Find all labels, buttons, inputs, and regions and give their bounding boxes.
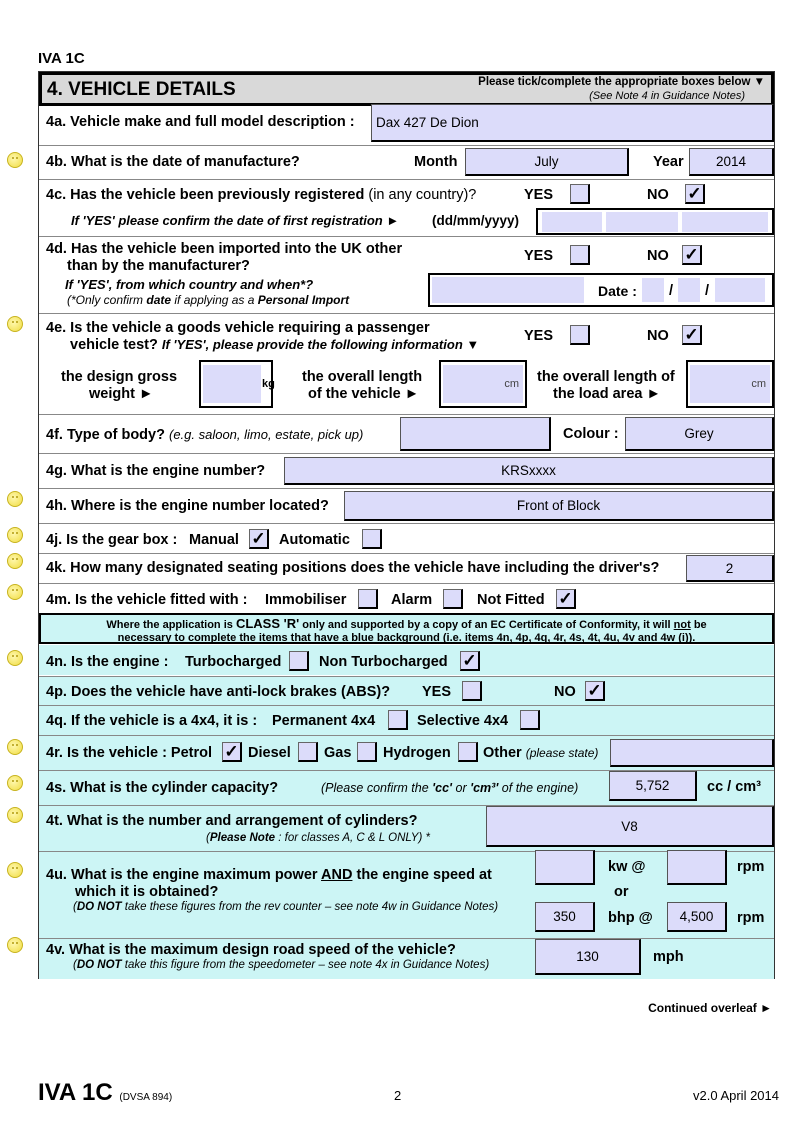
first-reg-year-field[interactable] [682,212,768,232]
permanent-4x4-label: Permanent 4x4 [272,713,376,729]
year-field[interactable]: 2014 [689,148,774,176]
gas-label: Gas [324,745,352,761]
vehicle-length-frame [439,360,527,408]
help-icon[interactable] [7,316,23,332]
no-label: NO [647,248,669,264]
first-reg-day-field[interactable] [542,212,602,232]
gross-weight-frame [199,360,273,408]
kw-at-label: kw @ [608,859,646,875]
previously-registered-no-checkbox[interactable] [685,184,705,204]
continued-overleaf: Continued overleaf ► [648,1001,772,1015]
diesel-checkbox[interactable] [298,742,318,762]
question-4c: 4c. Has the vehicle been previously registered (in any country)? [46,187,477,203]
vehicle-details-form [38,71,775,979]
help-icon[interactable] [7,739,23,755]
automatic-gearbox-checkbox[interactable] [362,529,382,549]
row-4j [39,523,774,553]
row-4p [39,676,774,705]
section-header [39,72,774,106]
speed-note: (DO NOT take this figure from the speedometer – see note 4x in Guidance Notes) [73,959,490,971]
cm-unit: cm [751,378,766,390]
help-icon[interactable] [7,650,23,666]
question-4h: 4h. Where is the engine number located? [46,498,329,514]
cylinders-field[interactable]: V8 [486,806,774,847]
make-model-field[interactable]: Dax 427 De Dion [371,104,774,142]
import-note: (*Only confirm date if applying as a Personal Import [67,293,350,307]
permanent-4x4-checkbox[interactable] [388,710,408,730]
row-4f [39,414,774,453]
date-format-label: (dd/mm/yyyy) [432,213,520,228]
power-note: (DO NOT take these figures from the rev counter – see note 4w in Guidance Notes) [73,901,499,913]
help-icon[interactable] [7,862,23,878]
section-instruction: Please tick/complete the appropriate boxes below ▼ [478,76,765,88]
no-label: NO [647,187,669,203]
gross-weight-label-2: weight ► [89,386,154,402]
row-4u [39,851,774,938]
bhp-field[interactable]: 350 [535,902,595,932]
date-separator: / [705,283,710,299]
rpm-label: rpm [737,910,765,926]
kw-rpm-field[interactable] [667,850,727,885]
question-4k: 4k. How many designated seating positions does the vehicle have including the driver's? [46,560,660,576]
not-fitted-label: Not Fitted [477,592,545,608]
or-label: or [614,884,629,900]
rpm-label: rpm [737,859,765,875]
row-4e [39,313,774,414]
import-month-field[interactable] [678,278,700,302]
abs-no-checkbox[interactable] [585,681,605,701]
import-country-field[interactable] [432,277,584,303]
bhp-rpm-field[interactable]: 4,500 [667,902,727,932]
gas-checkbox[interactable] [357,742,377,762]
question-4s: 4s. What is the cylinder capacity? [46,780,279,796]
question-4b: 4b. What is the date of manufacture? [46,154,300,170]
help-icon[interactable] [7,937,23,953]
cylinder-capacity-hint: (Please confirm the 'cc' or 'cm³' of the engine) [321,781,579,795]
no-label: NO [554,684,576,700]
row-4q [39,705,774,735]
first-registration-prompt: If 'YES' please confirm the date of first registration ► [71,213,400,228]
row-4s [39,770,774,805]
row-4n [39,645,774,675]
question-4q: 4q. If the vehicle is a 4x4, it is : [46,713,258,729]
import-country-prompt: If 'YES', from which country and when*? [65,277,314,292]
row-4a [39,104,774,144]
petrol-checkbox[interactable] [222,742,242,762]
yes-label: YES [422,684,452,700]
first-registration-date-frame [536,208,774,235]
selective-4x4-label: Selective 4x4 [417,713,509,729]
seating-positions-field[interactable]: 2 [686,555,774,582]
kg-unit: kg [262,378,275,390]
import-date-label: Date : [598,283,637,299]
hydrogen-checkbox[interactable] [458,742,478,762]
question-4d-line1: 4d. Has the vehicle been imported into the UK other [46,241,403,257]
load-length-label-2: the load area ► [553,386,661,402]
imported-yes-checkbox[interactable] [570,245,590,265]
alarm-checkbox[interactable] [443,589,463,609]
month-label: Month [414,154,458,170]
goods-vehicle-yes-checkbox[interactable] [570,325,590,345]
section-title: 4. VEHICLE DETAILS [47,79,236,100]
capacity-unit: cc / cm³ [707,779,761,795]
engine-number-location-field[interactable]: Front of Block [344,491,774,521]
question-4e-line1: 4e. Is the vehicle a goods vehicle requiring a passenger [46,320,430,336]
question-4p: 4p. Does the vehicle have anti-lock brakes (ABS)? [46,684,391,700]
question-4g: 4g. What is the engine number? [46,463,266,479]
bhp-at-label: bhp @ [608,910,653,926]
cylinders-note: (Please Note : for classes A, C & L ONLY) * [206,832,430,844]
row-4t [39,805,774,851]
goods-vehicle-no-checkbox[interactable] [682,325,702,345]
cm-unit: cm [504,378,519,390]
manual-gearbox-checkbox[interactable] [249,529,269,549]
yes-label: YES [524,248,554,264]
load-length-frame [686,360,774,408]
selective-4x4-checkbox[interactable] [520,710,540,730]
automatic-label: Automatic [279,532,350,548]
import-year-field[interactable] [715,278,765,302]
vehicle-length-label: the overall length [302,369,423,385]
colour-field[interactable]: Grey [625,417,774,451]
immobiliser-label: Immobiliser [265,592,347,608]
question-4u-line1: 4u. What is the engine maximum power AND the engine speed at [46,867,492,883]
help-icon[interactable] [7,807,23,823]
form-version: v2.0 April 2014 [692,1088,779,1103]
non-turbocharged-label: Non Turbocharged [319,654,448,670]
row-4k [39,553,774,583]
cylinder-capacity-field[interactable]: 5,752 [609,771,697,801]
turbocharged-label: Turbocharged [185,654,282,670]
question-4n: 4n. Is the engine : [46,654,169,670]
mph-label: mph [653,949,684,965]
row-4c [39,179,774,236]
row-4v [39,938,774,979]
year-label: Year [653,154,684,170]
help-icon[interactable] [7,152,23,168]
hydrogen-label: Hydrogen [383,745,451,761]
kw-field[interactable] [535,850,595,885]
help-icon[interactable] [7,584,23,600]
section-note: (See Note 4 in Guidance Notes) [589,90,745,102]
vehicle-length-field[interactable] [443,365,523,403]
help-icon[interactable] [7,491,23,507]
no-label: NO [647,328,669,344]
row-4h [39,488,774,523]
question-4e-line2: vehicle test? If 'YES', please provide the following information ▼ [70,337,480,353]
immobiliser-checkbox[interactable] [358,589,378,609]
row-4b [39,145,774,179]
row-4m [39,583,774,614]
alarm-label: Alarm [391,592,433,608]
other-fuel-field[interactable] [610,739,774,767]
help-icon[interactable] [7,553,23,569]
question-4d-line2: than by the manufacturer? [67,258,250,274]
date-separator: / [669,283,674,299]
yes-label: YES [524,187,554,203]
row-4d [39,236,774,313]
question-4f: 4f. Type of body? (e.g. saloon, limo, estate, pick up) [46,427,364,443]
turbocharged-checkbox[interactable] [289,651,309,671]
gross-weight-field[interactable] [203,365,261,403]
document-id: IVA 1C [38,50,85,67]
row-4g [39,453,774,488]
question-4m: 4m. Is the vehicle fitted with : [46,592,248,608]
gross-weight-label: the design gross [61,369,178,385]
month-field[interactable]: July [465,148,629,176]
load-length-label: the overall length of [537,369,675,385]
help-icon[interactable] [7,527,23,543]
question-4a: 4a. Vehicle make and full model description : [46,114,355,130]
footer-form-id: IVA 1C (DVSA 894) [38,1079,173,1106]
previously-registered-yes-checkbox[interactable] [570,184,590,204]
non-turbocharged-checkbox[interactable] [460,651,480,671]
import-day-field[interactable] [642,278,664,302]
other-label: Other (please state) [483,745,599,761]
question-4r: 4r. Is the vehicle : Petrol [46,745,213,761]
question-4u-line2: which it is obtained? [75,884,219,900]
manual-label: Manual [189,532,239,548]
row-4r [39,735,774,770]
class-r-notice [39,613,774,644]
abs-yes-checkbox[interactable] [462,681,482,701]
not-fitted-checkbox[interactable] [556,589,576,609]
page-number: 2 [394,1088,402,1103]
yes-label: YES [524,328,554,344]
first-reg-month-field[interactable] [606,212,678,232]
question-4j: 4j. Is the gear box : [46,532,178,548]
notice-line-1: Where the application is CLASS 'R' only and supported by a copy of an EC Certificate of Conformity, it will not be [106,616,707,631]
question-4v: 4v. What is the maximum design road speed of the vehicle? [46,942,456,958]
vehicle-length-label-2: of the vehicle ► [308,386,420,402]
engine-number-field[interactable]: KRSxxxx [284,457,774,485]
load-length-field[interactable] [690,365,770,403]
question-4t: 4t. What is the number and arrangement of cylinders? [46,813,418,829]
max-speed-field[interactable]: 130 [535,939,641,975]
imported-no-checkbox[interactable] [682,245,702,265]
import-details-frame [428,273,774,307]
body-type-field[interactable] [400,417,551,451]
diesel-label: Diesel [248,745,291,761]
help-icon[interactable] [7,775,23,791]
colour-label: Colour : [563,426,619,442]
notice-line-2: necessary to complete the items that have a blue background (i.e. items 4n, 4p, 4q, 4r, 4s, 4t, 4u, 4v and 4w (i)). [117,632,696,644]
